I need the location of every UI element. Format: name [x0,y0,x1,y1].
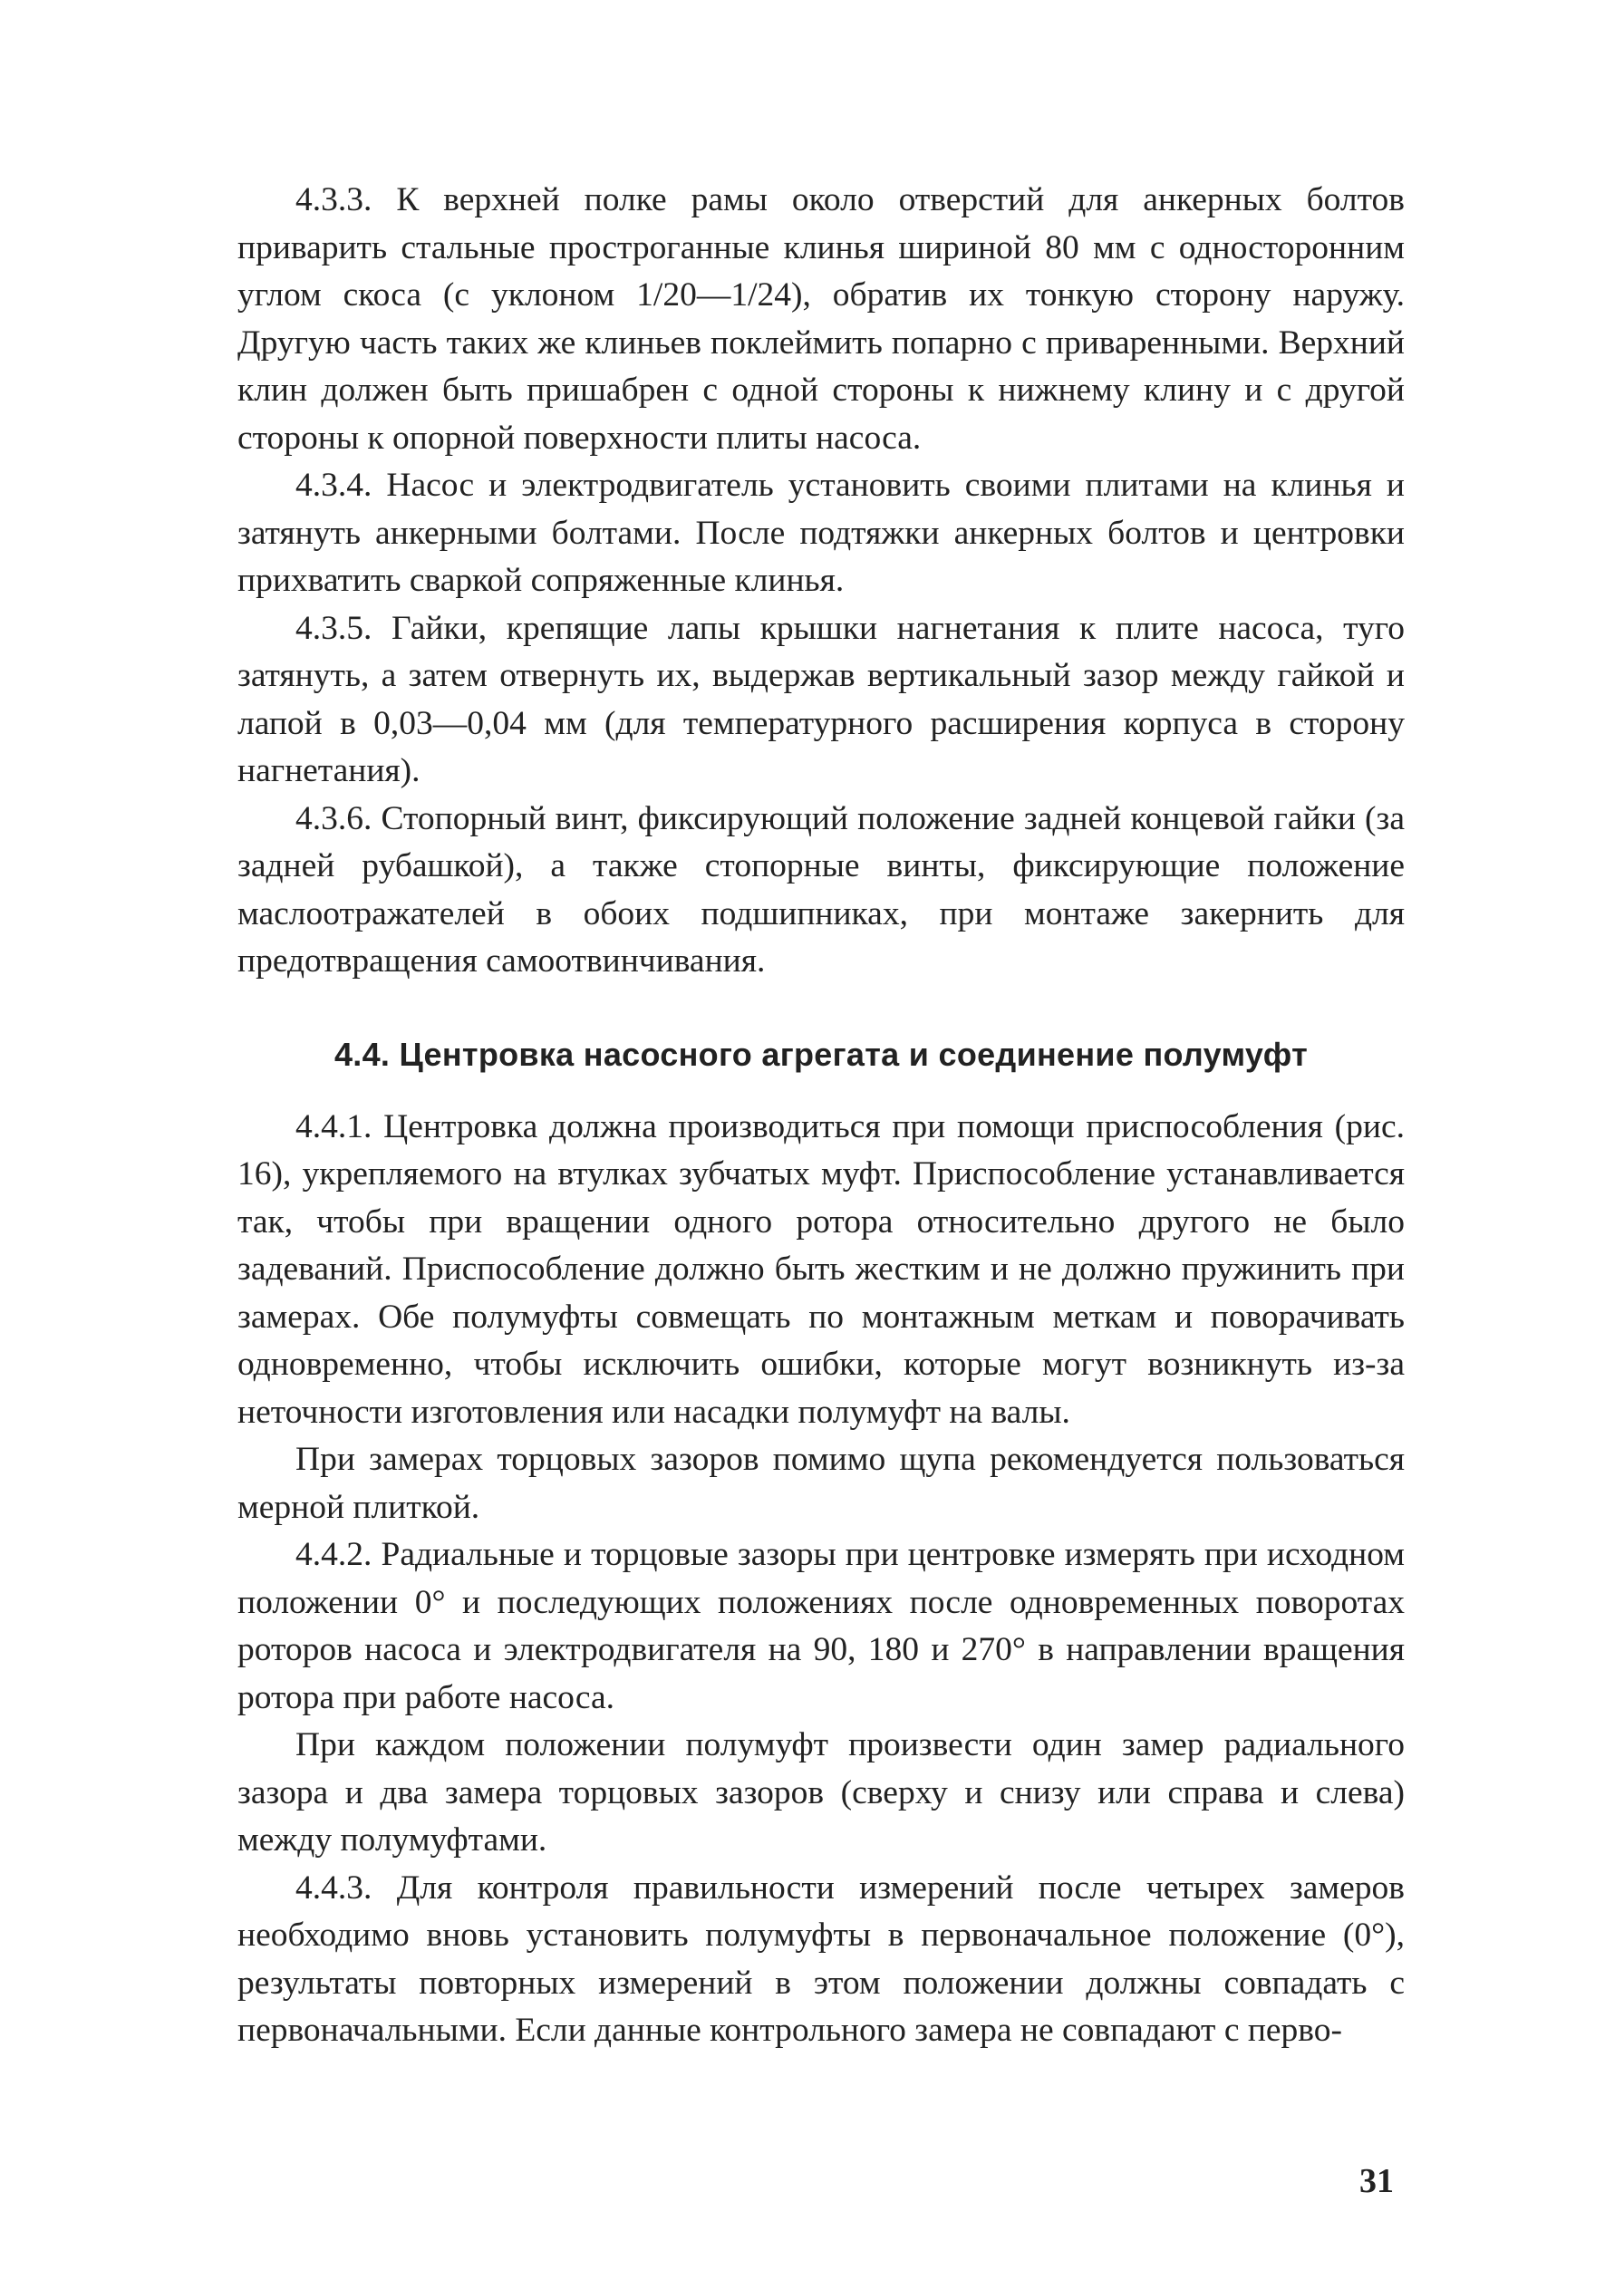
paragraph-4-4-1: 4.4.1. Центровка должна производиться при помощи приспособления (рис. 16), укрепляемого на втулках зубчатых муфт. Приспособление устанавливается так, чтобы при вращении одного ротора относительно другого не было задеваний. Приспособление должно быть жестким и не должно пружинить при замерах. Обе полумуфты совмещать по монтажным меткам и поворачивать одновременно, чтобы исключить ошибки, которые могут возникнуть из-за неточности изготовления или насадки полумуфт на валы. [237,1107,1405,1431]
page-number: 31 [1359,2162,1394,2200]
paragraph-4-3-4: 4.3.4. Насос и электродвигатель установить своими плитами на клинья и затянуть анкерными болтами. После подтяжки анкерных болтов и центровки прихватить сваркой сопряженные клинья. [237,467,1405,599]
section-heading-4-4: 4.4. Центровка насосного агрегата и соединение полумуфт [334,1035,1309,1073]
paragraph-gauge-note: При замерах торцовых зазоров помимо щупа рекомендуется пользоваться мерной плиткой. [237,1441,1405,1526]
paragraph-4-3-6: 4.3.6. Стопорный винт, фиксирующий положение задней концевой гайки (за задней рубашкой), а также стопорные винты, фиксирующие положение маслоотражателей в обоих подшипниках, при монтаже закернить для предотвращения самоотвинчивания. [237,799,1405,980]
paragraph-measure-note: При каждом положении полумуфт произвести один замер радиального зазора и два замера торцовых зазоров (сверху и снизу или справа и слева) между полумуфтами. [237,1726,1405,1859]
paragraph-4-4-2: 4.4.2. Радиальные и торцовые зазоры при центровке измерять при исходном положении 0° и последующих положениях после одновременных поворотах роторов насоса и электродвигателя на 90, 180 и 270° в направлении вращения ротора при работе насоса. [237,1536,1405,1716]
document-page [237,177,1405,2055]
paragraph-4-4-3: 4.4.3. Для контроля правильности измерений после четырех замеров необходимо вновь установить полумуфты в первоначальное положение (0°), результаты повторных измерений в этом положении должны совпадать с первоначальными. Если данные контрольного замера не совпадают с перво- [237,1869,1405,2049]
paragraph-4-3-5: 4.3.5. Гайки, крепящие лапы крышки нагнетания к плите насоса, туго затянуть, а затем отвернуть их, выдержав вертикальный зазор между гайкой и лапой в 0,03—0,04 мм (для температурного расширения корпуса в сторону нагнетания). [237,609,1405,789]
paragraph-4-3-3: 4.3.3. К верхней полке рамы около отверстий для анкерных болтов приварить стальные прострoганные клинья шириной 80 мм с односторонним углом скоса (с уклоном 1/20—1/24), обратив их тонкую сторону наружу. Другую часть таких же клиньев поклеймить попарно с приваренными. Верхний клин должен быть пришабрен с одной стороны к нижнему клину и с другой стороны к опорной поверхности плиты насоса. [237,181,1405,457]
